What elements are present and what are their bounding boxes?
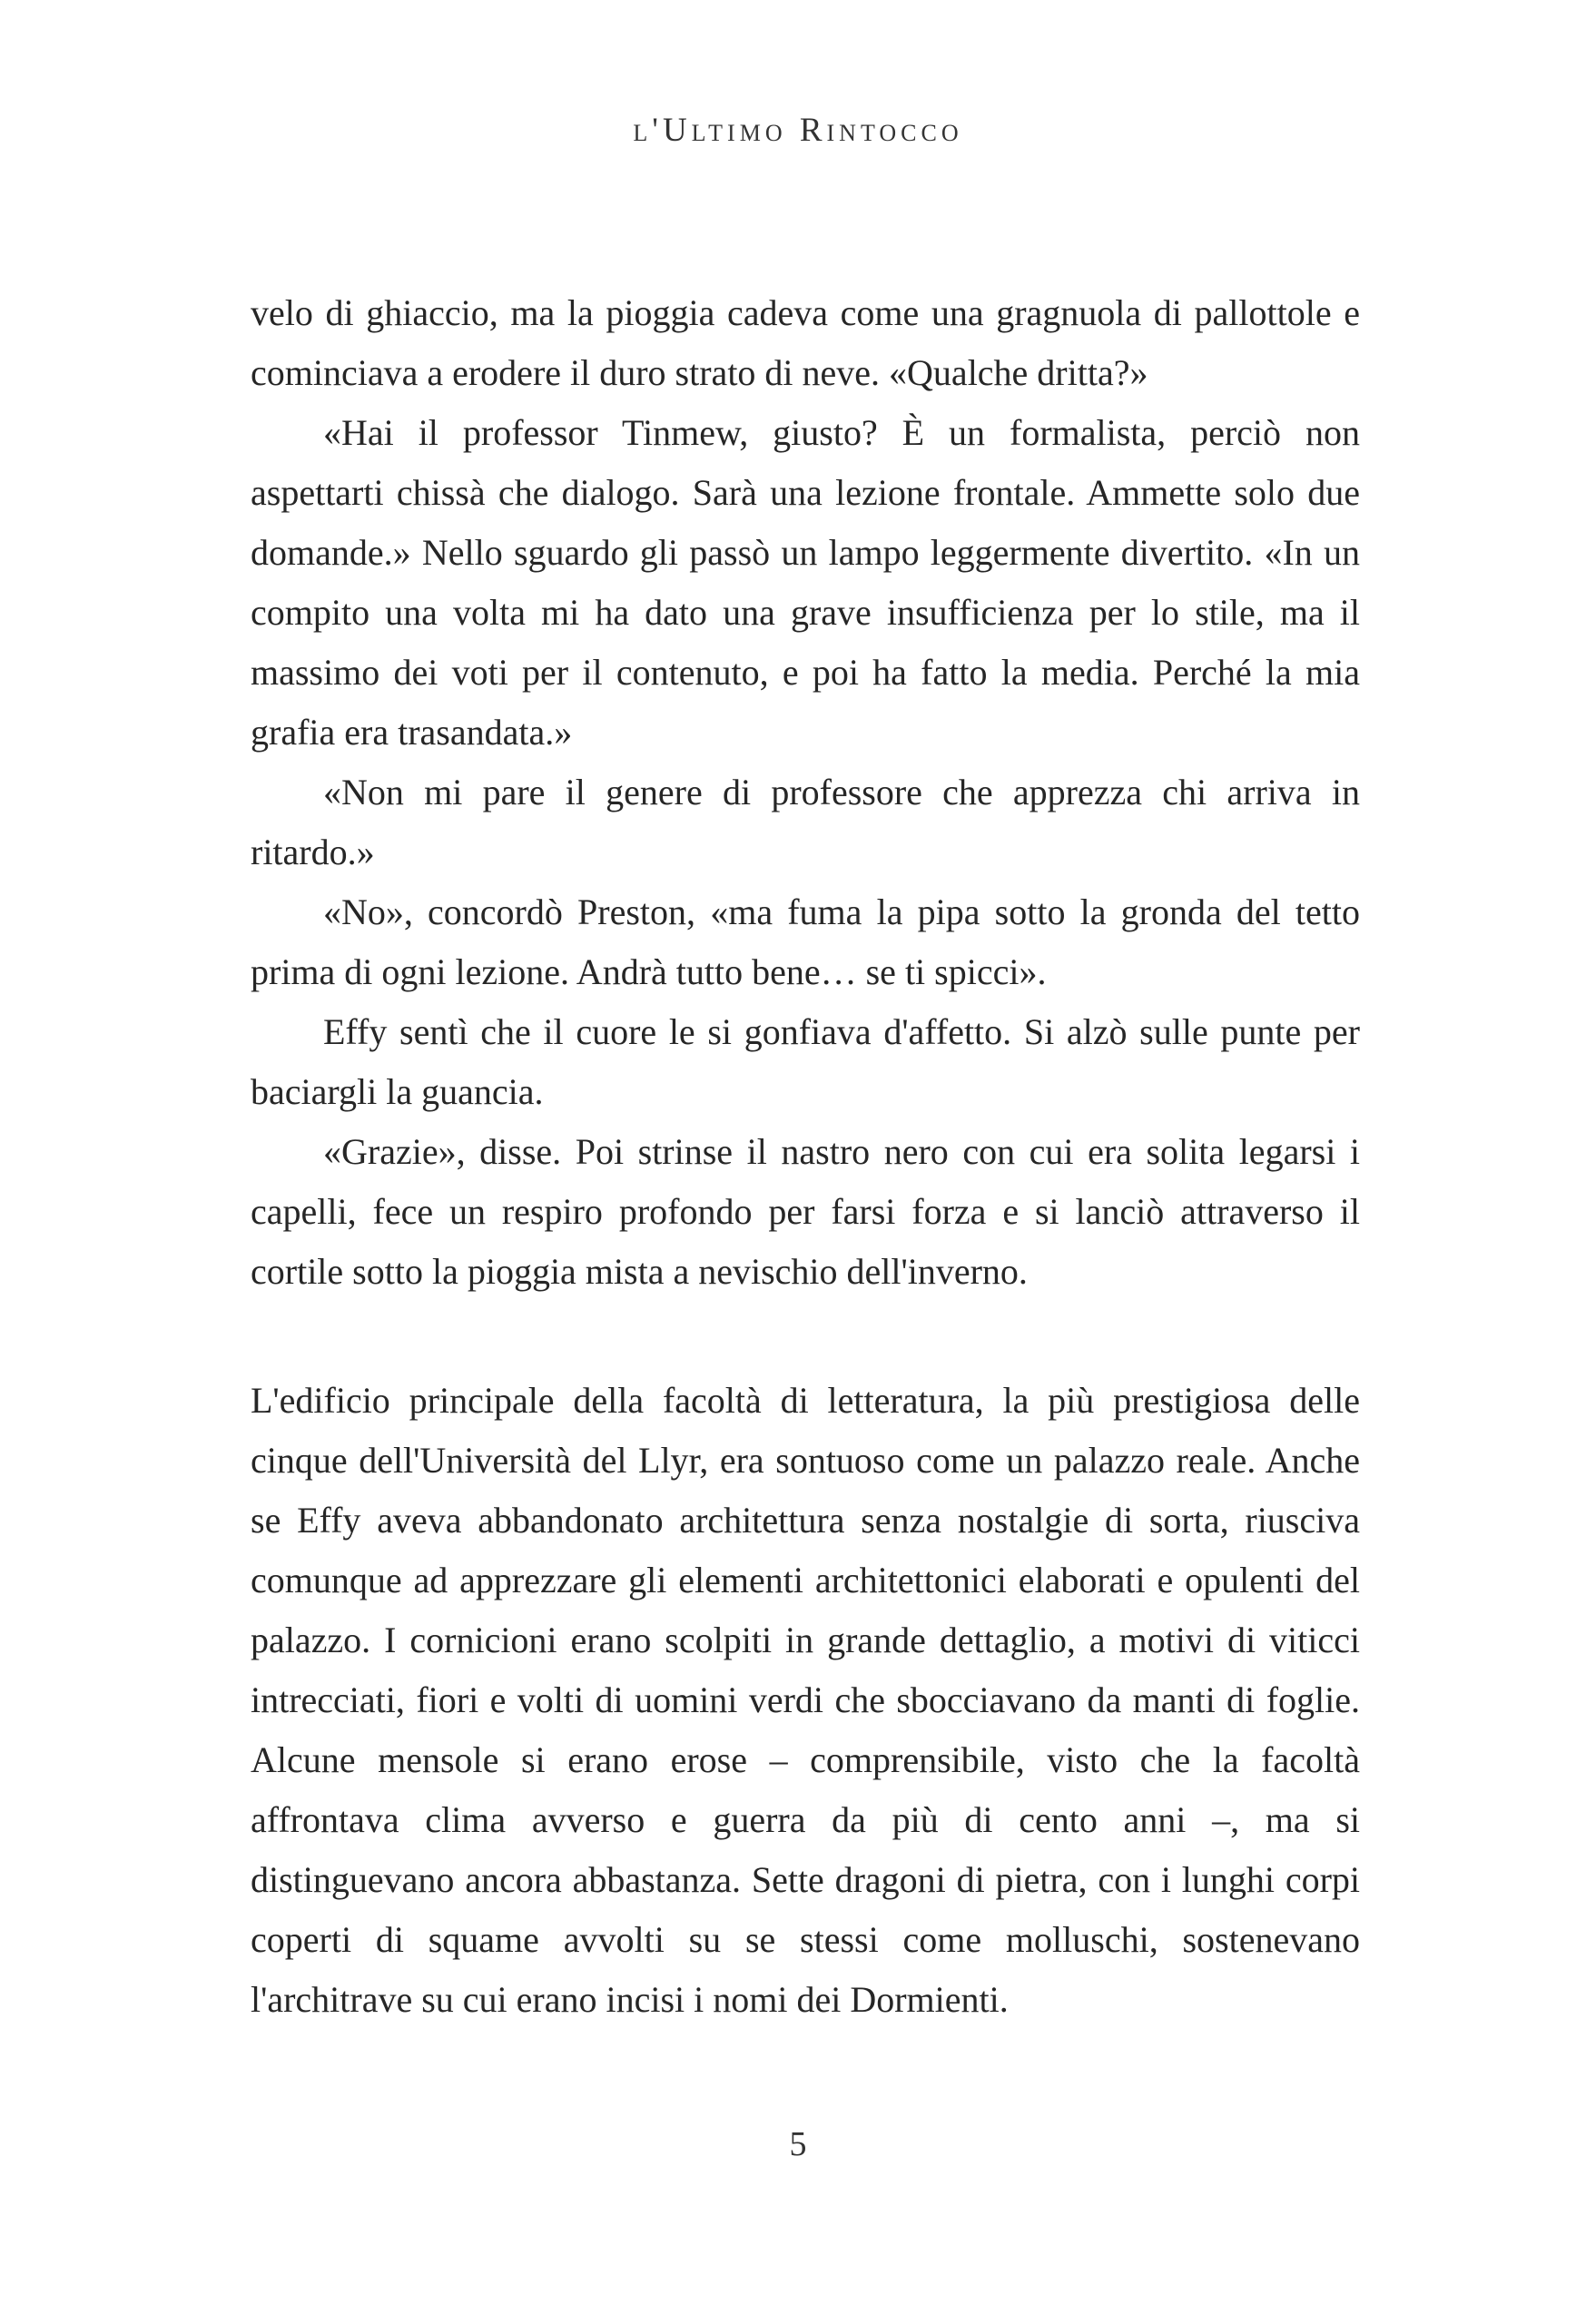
paragraph: Effy sentì che il cuore le si gonfiava d'affetto. Si alzò sulle punte per baciargli la guancia. [251,1011,1360,1112]
running-head: l'Ultimo Rintocco [633,112,963,149]
paragraph: «No», concordò Preston, «ma fuma la pipa sotto la gronda del tetto prima di ogni lezione. Andrà tutto bene… se ti spicci». [251,891,1360,992]
paragraph: «Non mi pare il genere di professore che apprezza chi arriva in ritardo.» [251,772,1360,872]
text-section-2 [251,1371,1360,2030]
paragraph: L'edificio principale della facoltà di letteratura, la più prestigiosa delle cinque dell'Università del Llyr, era sontuoso come un palazzo reale. Anche se Effy aveva abbandonato architettura senza nostalgie di sorta, riusciva comunque ad apprezzare gli elementi architettonici elaborati e opulenti del palazzo. I cornicioni erano scolpiti in grande dettaglio, a motivi di viticci intrecciati, fiori e volti di uomini verdi che sbocciavano da manti di foglie. Alcune mensole si erano erose – comprensibile, visto che la facoltà affrontava clima avverso e guerra da più di cento anni –, ma si distinguevano ancora abbastanza. Sette dragoni di pietra, con i lunghi corpi coperti di squame avvolti su se stessi come molluschi, sostenevano l'architrave su cui erano incisi i nomi dei Dormienti. [251,1380,1360,2020]
paragraph: «Grazie», disse. Poi strinse il nastro nero con cui era solita legarsi i capelli, fece un respiro profondo per farsi forza e si lanciò attraverso il cortile sotto la pioggia mista a nevischio dell'inverno. [251,1131,1360,1292]
paragraph: velo di ghiaccio, ma la pioggia cadeva come una gragnuola di pallottole e cominciava a erodere il duro strato di neve. «Qualche dritta?» [251,292,1360,393]
paragraph: «Hai il professor Tinmew, giusto? È un formalista, perciò non aspettarti chissà che dialogo. Sarà una lezione frontale. Ammette solo due domande.» Nello sguardo gli passò un lampo leggermente divertito. «In un compito una volta mi ha dato una grave insufficienza per lo stile, ma il massimo dei voti per il contenuto, e poi ha fatto la media. Perché la mia grafia era trasandata.» [251,412,1360,753]
text-section-1 [251,283,1360,1302]
page-number: 5 [789,2125,807,2163]
